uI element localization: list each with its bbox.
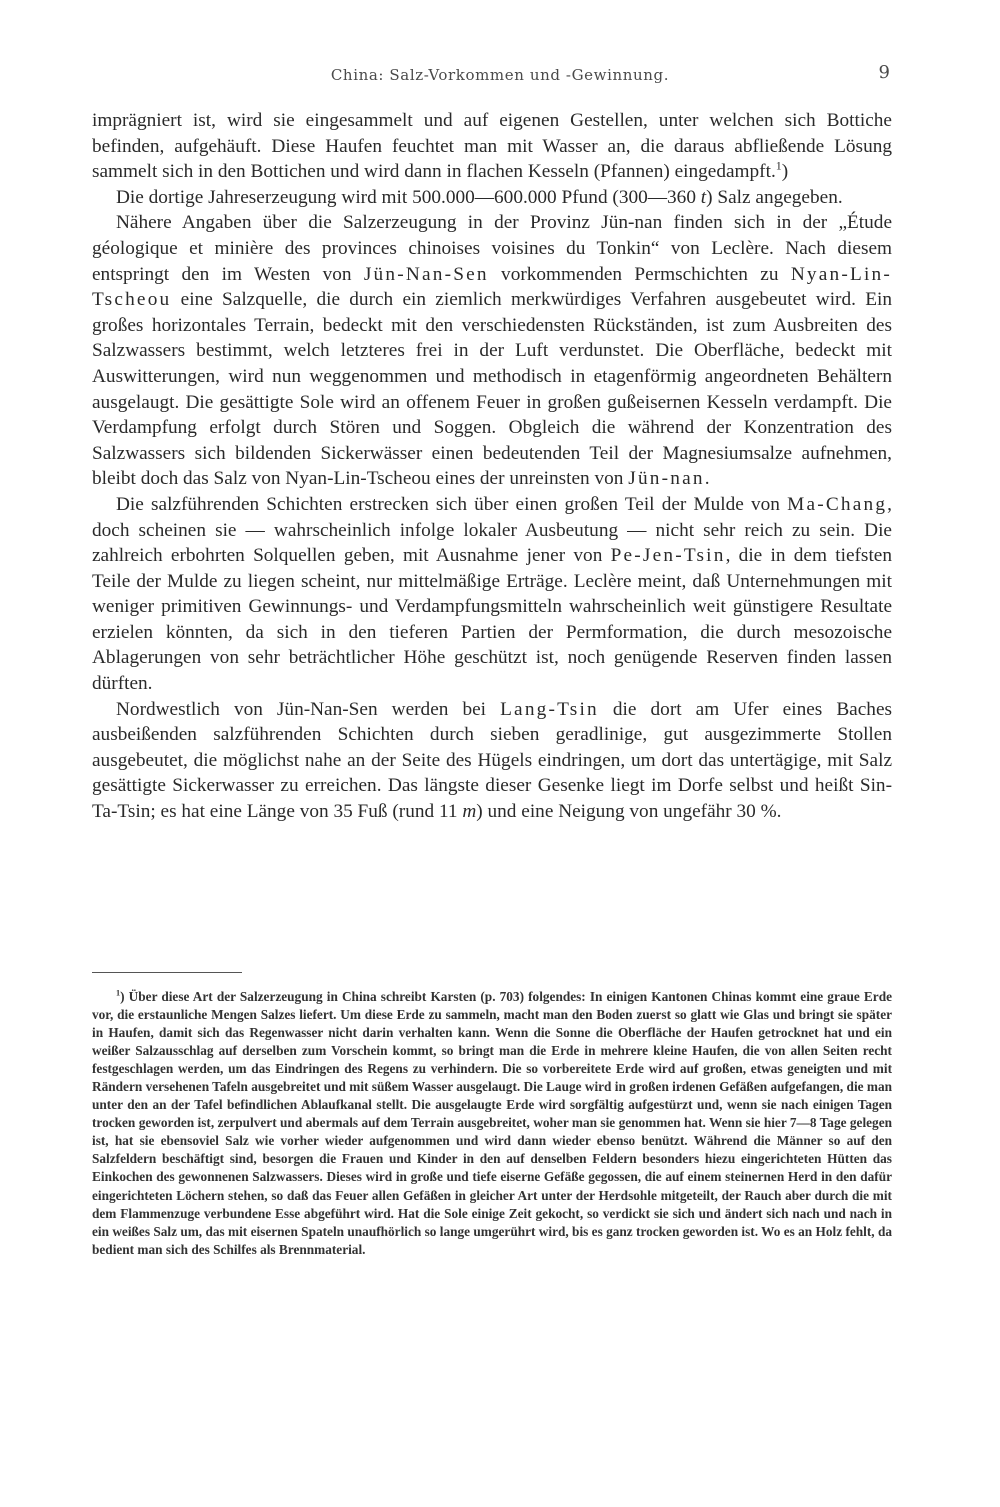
text-run: .: [704, 468, 710, 490]
text-run: Nordwestlich von Jün-Nan-Sen werden bei: [116, 698, 501, 720]
spaced-place-name: Jün-Nan-Sen: [363, 263, 489, 285]
text-run: ) und eine Neigung von ungefähr 30 %.: [476, 801, 782, 823]
footnote-divider: [92, 972, 242, 973]
footnote-marker: 1: [116, 988, 121, 998]
text-run: Die salzführenden Schichten erstrecken sich über einen großen Teil der Mulde von: [116, 493, 788, 515]
footnote-1: [92, 988, 892, 1259]
italic-unit: t: [700, 186, 707, 208]
text-run: ) Salz angegeben.: [706, 186, 843, 208]
main-text: [92, 108, 892, 825]
spaced-place-name: Jün-nan: [628, 468, 705, 490]
text-run: die dort am Ufer eines Baches ausbeißenden salzführenden Schichten durch sieben geradlinige, gut ausgezimmerte Stollen ausgebeutet, die möglichst nahe an der Seite des Hügels eindringen, um dort das untertägige, mit Salz gesättigte Sickerwasser zu erreichen. Das längste dieser Gesenke liegt im Dorfe selbst und heißt Sin-Ta-Tsin; es hat eine Länge von 35 Fuß (rund 11: [92, 698, 893, 823]
footnotes: [92, 988, 892, 1259]
text-run: vorkommenden Permschichten zu: [488, 263, 791, 285]
text-run: , doch scheinen sie — wahrscheinlich infolge lokaler Ausbeutung — nicht sehr reich zu sein. Die zahlreich erbohrten Solquellen geben, mit Ausnahme jener von: [92, 493, 892, 567]
text-run: ): [781, 161, 789, 183]
spaced-place-name: Ma-Chang: [787, 493, 888, 515]
footnote-marker: 1: [775, 158, 782, 173]
paragraph-5: [92, 697, 892, 825]
spaced-place-name: Pe-Jen-Tsin: [610, 545, 726, 567]
paragraph-4: [92, 492, 892, 697]
paragraph-3: [92, 210, 892, 492]
text-run: eine Salzquelle, die durch ein ziemlich merkwürdiges Verfahren ausgebeutet wird. Ein großes horizontales Terrain, bedeckt mit den verschiedensten Rückständen, ist zum Ausbreiten des Salzwassers bestimmt, welch letzteres frei in der Luft verdunstet. Die Oberfläche, bedeckt mit Auswitterungen, wird nun weggenommen und methodisch in etagenförmig angeordneten Behältern ausgelaugt. Die gesättigte Sole wird an offenem Feuer in großen gußeisernen Kesseln verdampft. Die Verdampfung erfolgt durch Stören und Soggen. Obgleich die während der Konzentration des Salzwassers sich bildenden Sickerwässer einen bedeutenden Teil der Magnesiumsalze aufnehmen, bleibt doch das Salz von Nyan-Lin-Tscheou eines der unreinsten von: [92, 289, 892, 490]
italic-unit: m: [462, 801, 477, 823]
spaced-place-name: Nyan-Lin-Tscheou: [92, 263, 892, 311]
page-number: 9: [878, 62, 890, 83]
text-run: imprägniert ist, wird sie eingesammelt und auf eigenen Gestellen, unter welchen sich Bottiche befinden, aufgehäuft. Diese Haufen feuchtet man mit Wasser an, die daraus abfließende Lösung sammelt sich in den Bottichen und wird dann in flachen Kesseln (Pfannen) eingedampft.: [92, 110, 892, 183]
paragraph-1: [92, 108, 892, 185]
text-run: Nähere Angaben über die Salzerzeugung in der Provinz Jün-nan finden sich in der „Étude géologique et minière des provinces chinoises voisines du Tonkin“ von Leclère. Nach diesem entspringt den im Westen von: [92, 212, 892, 285]
paragraph-2: [92, 185, 892, 211]
text-run: , die in dem tiefsten Teile der Mulde zu liegen scheint, nur mittelmäßige Erträge. Leclère meint, daß Unternehmungen mit weniger primitiven Gewinnungs- und Verdampfungsmitteln wahrscheinlich weit günstigere Resultate erzielen könnten, da sich in den tieferen Partien der Permformation, die durch mesozoische Ablagerungen von sehr beträchtlicher Höhe geschützt ist, noch genügende Reserven finden lassen dürften.: [92, 545, 892, 695]
text-run: ) Über diese Art der Salzerzeugung in China schreibt Karsten (p. 703) folgendes: In einigen Kantonen Chinas kommt eine graue Erde vor, die erstaunliche Mengen Salzes liefert. Um diese Erde zu sammeln, macht man den Boden zuerst so glatt wie Glas und bringt sie später in Haufen, damit sich das Regenwasser nicht darin verhalten kann. Wenn die Sonne die Oberfläche der Haufen getrocknet hat und ein weißer Salzausschlag auf derselben zum Vorschein kommt, so bringt man die Erde in mehrere kleine Haufen, die von allen Seiten recht festgeschlagen werden, um das Eindringen des Regens zu verhindern. Die so vorbereitete Erde wird auf großen, etwas geneigten und mit Rändern versehenen Tafeln ausgebreitet und mit süßem Wasser ausgelaugt. Die Lauge wird in großen irdenen Gefäßen aufgefangen, die man unter den an der Tafel befindlichen Ablaufkanal stellt. Die ausgelaugte Erde wird sorgfältig aufgestürzt und, wenn sie nach einigen Tagen trocken geworden ist, zerpulvert und abermals auf dem Terrain ausgebreitet, woher man sie genommen hat. Wenn sie hier 7—8 Tage gelegen ist, hat sie ebensoviel Salz wie vorher wieder aufgenommen und wird dann wieder ebenso benützt. Während die Männer so auf den Salzfeldern beschäftigt sind, besorgen die Frauen und Kinder in den auf denselben Feldern besonders hiezu eingerichteten Hütten das Einkochen des gewonnenen Salzwassers. Dieses wird in große und tiefe eiserne Gefäße gegossen, die auf einem steinernen Herd in den dafür eingerichteten Löchern stehen, so daß das Feuer allen Gefäßen in gleicher Art unter der Herdsohle mitgeteilt, der Rauch aber durch die mit dem Flammenzuge verbundene Esse abgeführt wird. Hat die Sole einige Zeit gekocht, so verdickt sie sich und ändert sich nach und nach in ein weißes Salz um, das mit eisernen Spateln unaufhörlich so lange umgerührt wird, bis es ganz trocken geworden ist. Wo es an Holz fehlt, da bedient man sich des Schilfes als Brennmaterial.: [92, 989, 892, 1257]
running-title: China: Salz-Vorkommen und -Gewinnung.: [330, 66, 670, 84]
spaced-place-name: Lang-Tsin: [500, 698, 599, 720]
text-run: Die dortige Jahreserzeugung wird mit 500.000—600.000 Pfund (300—360: [116, 186, 701, 208]
